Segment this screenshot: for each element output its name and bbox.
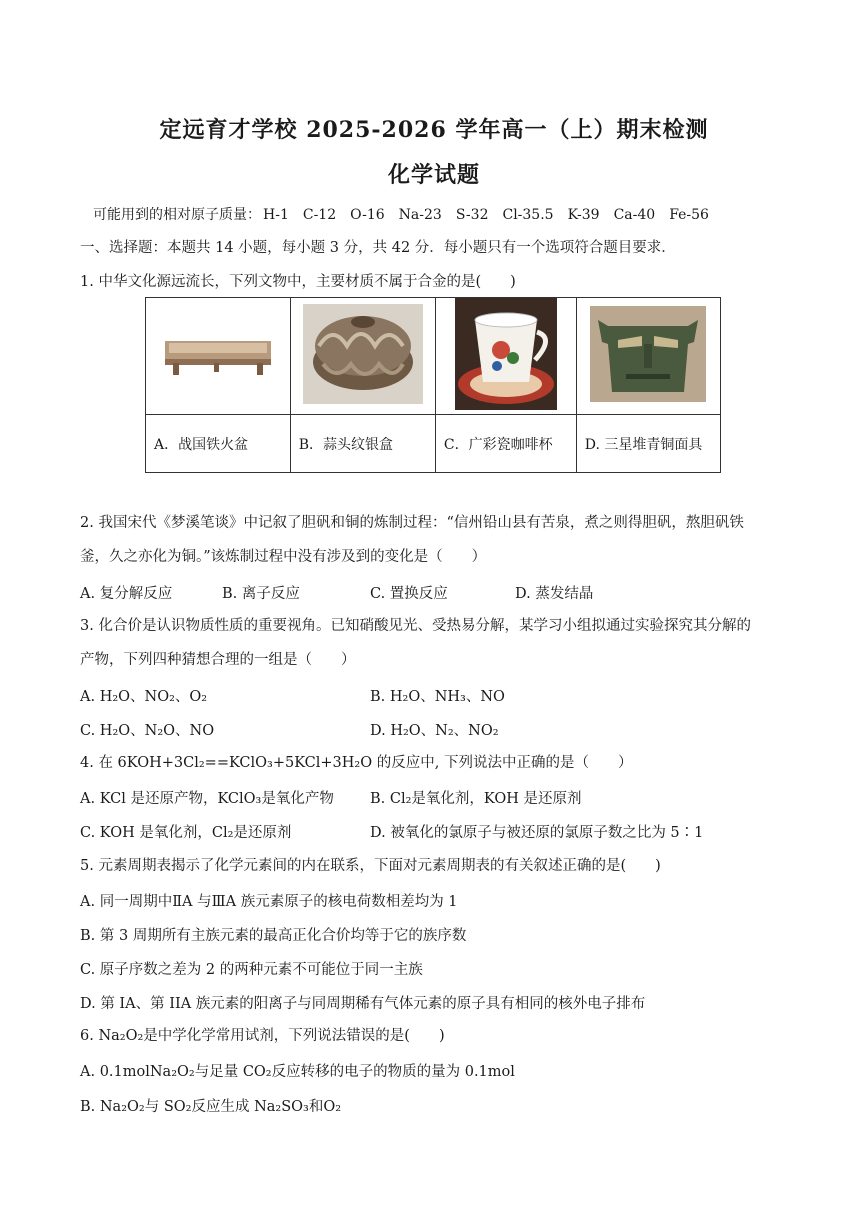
question-6-option-b: B. Na₂O₂与 SO₂反应生成 Na₂SO₃和O₂: [80, 1099, 342, 1115]
question-3-option-c: C. H₂O、N₂O、NO: [80, 723, 215, 739]
question-4-option-a: A. KCl 是还原产物，KClO₃是氧化产物: [80, 791, 334, 807]
exam-title: 定远育才学校 2025-2026 学年高一（上）期末检测: [159, 117, 709, 143]
atomic-mass: H-1: [263, 207, 289, 223]
exam-subtitle: 化学试题: [387, 162, 480, 188]
atomic-mass: Fe-56: [669, 207, 709, 223]
question-6-option-a: A. 0.1molNa₂O₂与足量 CO₂反应转移的电子的物质的量为 0.1mol: [80, 1064, 515, 1080]
option-a: A．战国铁火盆: [146, 415, 291, 473]
atomic-mass: S-32: [455, 207, 489, 223]
question-5-stem: 5. 元素周期表揭示了化学元素间的内在联系，下面对元素周期表的有关叙述正确的是( ): [80, 858, 661, 874]
question-2-line-1: 2. 我国宋代《梦溪笔谈》中记叙了胆矾和铜的炼制过程：“信州铅山县有苦泉，煮之则得胆矾，熬胆矾铁: [80, 515, 744, 531]
relic-cell-d: [576, 298, 720, 415]
question-5-option-d: D. 第 IA、第 IIA 族元素的阳离子与同周期稀有气体元素的原子具有相同的核外电子排布: [80, 996, 646, 1012]
iron-brazier-icon: [159, 329, 277, 379]
question-2-option-d: D. 蒸发结晶: [515, 586, 594, 602]
question-4-option-c: C. KOH 是氧化剂，Cl₂是还原剂: [80, 825, 292, 841]
option-c: C．广彩瓷咖啡杯: [435, 415, 576, 473]
option-d: D. 三星堆青铜面具: [576, 415, 720, 473]
question-1-stem: 1. 中华文化源远流长，下列文物中，主要材质不属于合金的是( ): [80, 274, 516, 290]
atomic-masses-line: [93, 205, 723, 225]
question-3-line-1: 3. 化合价是认识物质性质的重要视角。已知硝酸见光、受热易分解，某学习小组拟通过实验探究其分解的: [80, 618, 751, 634]
silver-box-icon: [303, 304, 423, 404]
relic-cell-c: [435, 298, 576, 415]
porcelain-cup-icon: [455, 298, 557, 410]
option-b: B．蒜头纹银盒: [290, 415, 435, 473]
question-3-line-2: 产物，下列四种猜想合理的一组是（ ）: [80, 652, 356, 668]
question-5-option-b: B. 第 3 周期所有主族元素的最高正化合价均等于它的族序数: [80, 928, 467, 944]
atomic-mass: C-12: [302, 207, 337, 223]
question-3-option-a: A. H₂O、NO₂、O₂: [80, 689, 208, 705]
atomic-mass: Cl-35.5: [502, 207, 554, 223]
question-4-option-b: B. Cl₂是氧化剂，KOH 是还原剂: [370, 791, 582, 807]
question-2-line-2: 釜，久之亦化为铜。”该炼制过程中没有涉及到的变化是（ ）: [80, 549, 487, 565]
question-5-option-a: A. 同一周期中ⅡA 与ⅢA 族元素原子的核电荷数相差均为 1: [80, 894, 458, 910]
question-2-option-a: A. 复分解反应: [80, 586, 173, 602]
atomic-mass: Ca-40: [613, 207, 656, 223]
question-6-stem: 6. Na₂O₂是中学化学常用试剂，下列说法错误的是( ): [80, 1028, 445, 1044]
question-4-option-d: D. 被氧化的氯原子与被还原的氯原子数之比为 5∶1: [370, 825, 704, 841]
atomic-mass: K-39: [567, 207, 600, 223]
atomic-masses-prefix: 可能用到的相对原子质量：: [93, 207, 261, 223]
atomic-mass: Na-23: [398, 207, 442, 223]
question-2-option-c: C. 置换反应: [370, 586, 448, 602]
question-2-option-b: B. 离子反应: [222, 586, 300, 602]
relic-cell-b: [290, 298, 435, 415]
relic-cell-a: [146, 298, 291, 415]
bronze-mask-icon: [590, 306, 706, 402]
question-5-option-c: C. 原子序数之差为 2 的两种元素不可能位于同一主族: [80, 962, 423, 978]
question-4-stem: 4. 在 6KOH+3Cl₂==KClO₃+5KCl+3H₂O 的反应中, 下列说法中正确的是（ ）: [80, 755, 633, 771]
question-3-option-b: B. H₂O、NH₃、NO: [370, 689, 505, 705]
relics-table: [145, 297, 721, 473]
section-heading: 一、选择题：本题共 14 小题，每小题 3 分，共 42 分．每小题只有一个选项符合题目要求．: [80, 240, 676, 256]
question-3-option-d: D. H₂O、N₂、NO₂: [370, 723, 499, 739]
atomic-mass: O-16: [350, 207, 385, 223]
